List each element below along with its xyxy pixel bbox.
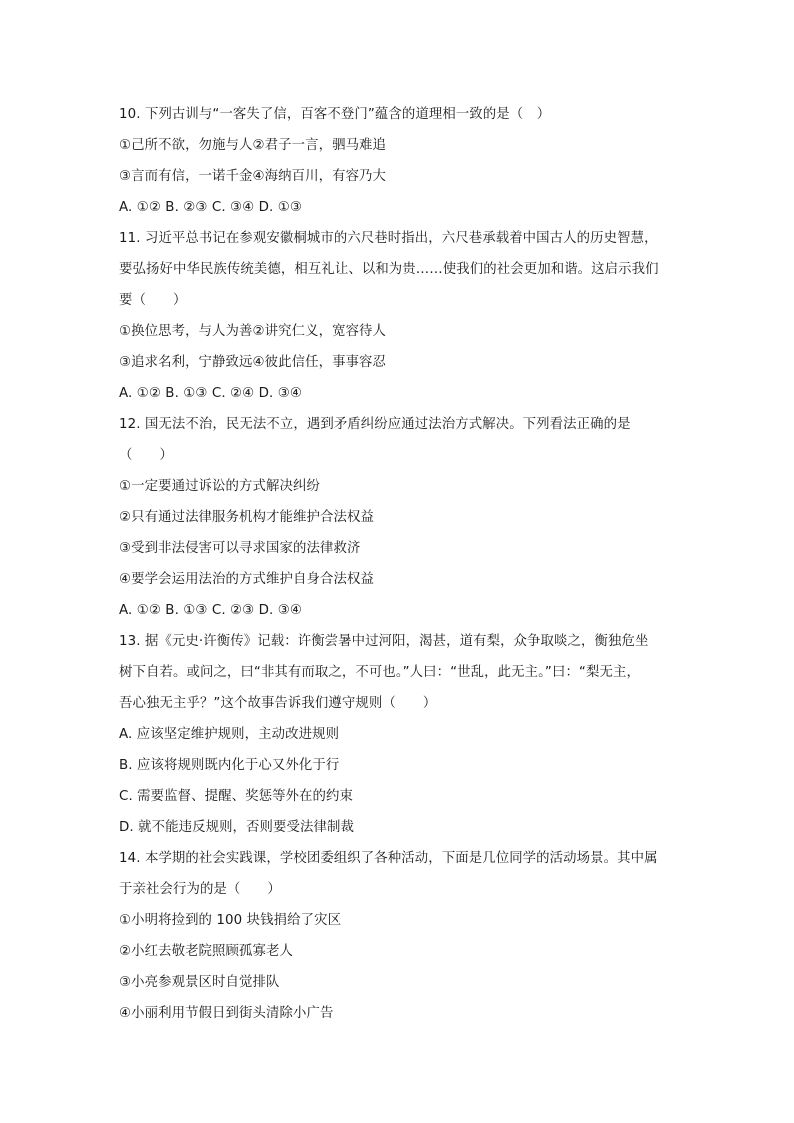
- question-14: [119, 843, 679, 1029]
- option-line: ①换位思考，与人为善②讲究仁义，宽容待人: [119, 324, 387, 339]
- question-stem: （ ）: [119, 448, 173, 463]
- question-stem: 树下自若。或问之，曰“非其有而取之，不可也。”人曰：“世乱，此无主。”曰：“梨无主，: [119, 665, 640, 680]
- option-line: ③小亮参观景区时自觉排队: [119, 975, 280, 990]
- answer-option-d: D. 就不能违反规则，否则要受法律制裁: [119, 820, 354, 835]
- question-stem: 10. 下列古训与“一客失了信，百客不登门”蕴含的道理相一致的是（ ）: [119, 107, 551, 122]
- document-page: [119, 99, 679, 1029]
- question-stem: 要弘扬好中华民族传统美德，相互礼让、以和为贵……使我们的社会更加和谐。这启示我们: [119, 262, 659, 277]
- question-stem: 11. 习近平总书记在参观安徽桐城市的六尺巷时指出，六尺巷承载着中国古人的历史智慧，: [119, 231, 658, 246]
- question-stem: 14. 本学期的社会实践课，学校团委组织了各种活动，下面是几位同学的活动场景。其中属: [119, 851, 658, 866]
- question-11: [119, 223, 679, 409]
- option-line: ①己所不欲，勿施与人②君子一言，驷马难追: [119, 138, 387, 153]
- option-line: ②只有通过法律服务机构才能维护合法权益: [119, 510, 374, 525]
- question-10: [119, 99, 679, 223]
- answer-choices: A. ①② B. ②③ C. ③④ D. ①③: [119, 200, 302, 215]
- option-line: ③受到非法侵害可以寻求国家的法律救济: [119, 541, 361, 556]
- option-line: ③追求名利，宁静致远④彼此信任，事事容忍: [119, 355, 387, 370]
- option-line: ③言而有信，一诺千金④海纳百川，有容乃大: [119, 169, 387, 184]
- answer-option-a: A. 应该坚定维护规则，主动改进规则: [119, 727, 340, 742]
- option-line: ④要学会运用法治的方式维护自身合法权益: [119, 572, 374, 587]
- question-stem: 12. 国无法不治，民无法不立，遇到矛盾纠纷应通过法治方式解决。下列看法正确的是: [119, 417, 631, 432]
- question-12: [119, 409, 679, 626]
- answer-option-c: C. 需要监督、提醒、奖惩等外在的约束: [119, 789, 354, 804]
- answer-option-b: B. 应该将规则既内化于心又外化于行: [119, 758, 340, 773]
- answer-choices: A. ①② B. ①③ C. ②③ D. ③④: [119, 603, 302, 618]
- question-13: [119, 626, 679, 843]
- option-line: ①小明将捡到的 100 块钱捐给了灾区: [119, 913, 342, 928]
- question-stem: 13. 据《元史·许衡传》记载：许衡尝暑中过河阳，渴甚，道有梨，众争取啖之，衡独危坐: [119, 634, 649, 649]
- answer-choices: A. ①② B. ①③ C. ②④ D. ③④: [119, 386, 302, 401]
- option-line: ④小丽利用节假日到街头清除小广告: [119, 1006, 334, 1021]
- question-stem: 要（ ）: [119, 293, 187, 308]
- option-line: ②小红去敬老院照顾孤寡老人: [119, 944, 293, 959]
- question-stem: 于亲社会行为的是（ ）: [119, 882, 281, 897]
- option-line: ①一定要通过诉讼的方式解决纠纷: [119, 479, 320, 494]
- question-stem: 吾心独无主乎？”这个故事告诉我们遵守规则（ ）: [119, 696, 437, 711]
